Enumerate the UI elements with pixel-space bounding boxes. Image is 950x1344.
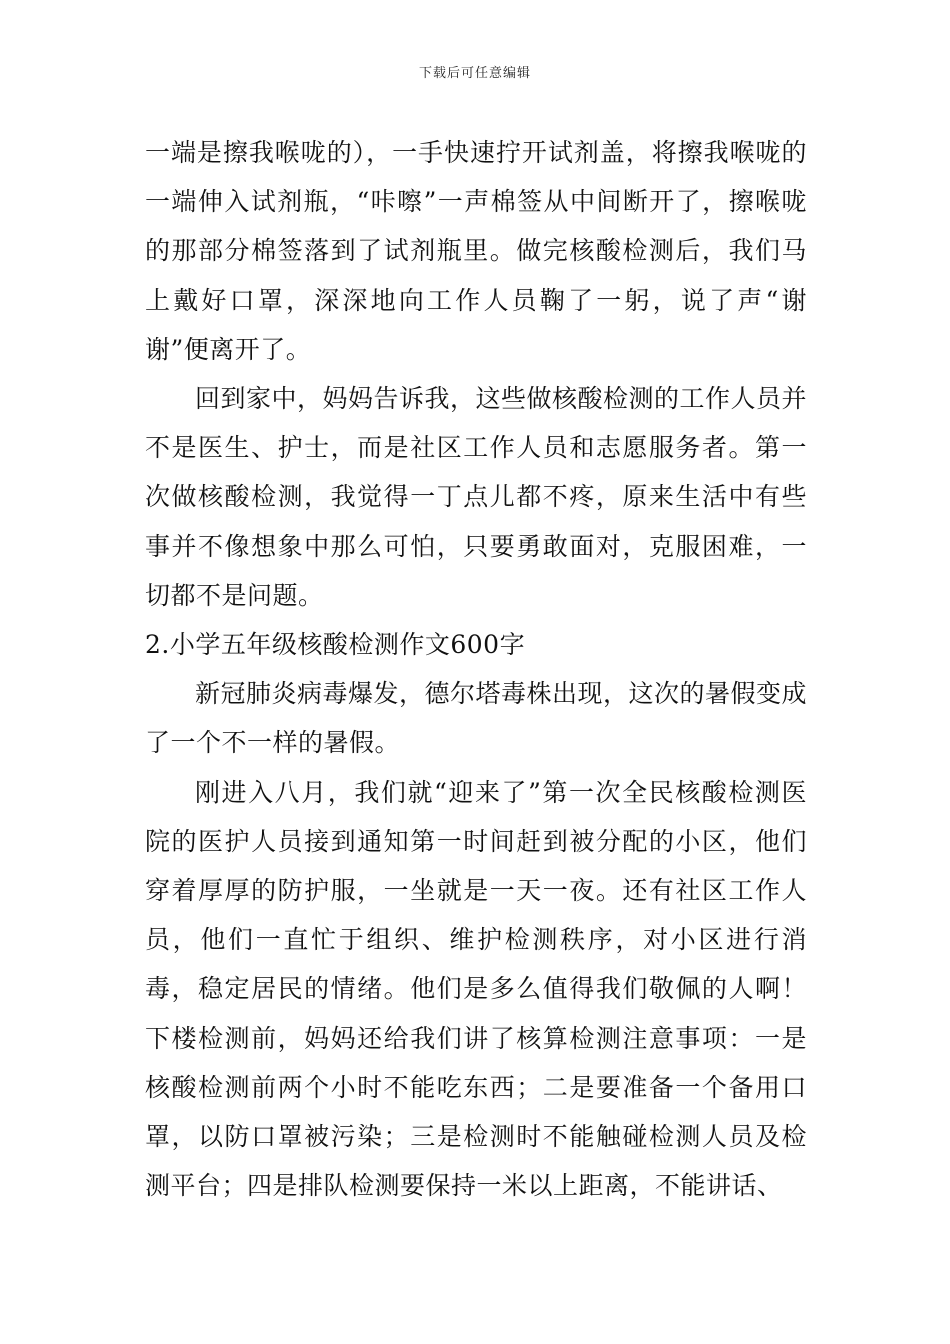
paragraph-continued: 一端是擦我喉咙的），一手快速拧开试剂盖，将擦我喉咙的一端伸入试剂瓶，“咔嚓”一声棉签从中间断开了，擦喉咙的那部分棉签落到了试剂瓶里。做完核酸检测后，我们马上戴好口罩，深深地向工作人员鞠了一躬，说了声“谢谢”便离开了。 — [145, 138, 807, 364]
paragraph-august: 刚进入八月，我们就“迎来了”第一次全民核酸检测医院的医护人员接到通知第一时间赶到被分配的小区，他们穿着厚厚的防护服，一坐就是一天一夜。还有社区工作人员，他们一直忙于组织、维护检测秩序，对小区进行消毒，稳定居民的情绪。他们是多么值得我们敬佩的人啊！下楼检测前，妈妈还给我们讲了核算检测注意事项：一是核酸检测前两个小时不能吃东西；二是要准备一个备用口罩，以防口罩被污染；三是检测时不能触碰检测人员及检测平台；四是排队检测要保持一米以上距离，不能讲话、 — [145, 777, 807, 1201]
paragraph-intro: 新冠肺炎病毒爆发，德尔塔毒株出现，这次的暑假变成了一个不一样的暑假。 — [145, 679, 808, 758]
document-body — [145, 128, 807, 1210]
paragraph-home: 回到家中，妈妈告诉我，这些做核酸检测的工作人员并不是医生、护士，而是社区工作人员和志愿服务者。第一次做核酸检测，我觉得一丁点儿都不疼，原来生活中有些事并不像想象中那么可怕，只要勇敢面对，克服困难，一切都不是问题。 — [145, 384, 808, 610]
page-header: 下载后可任意编辑 — [418, 66, 531, 81]
section-heading: 2.小学五年级核酸检测作文600字 — [145, 630, 526, 660]
